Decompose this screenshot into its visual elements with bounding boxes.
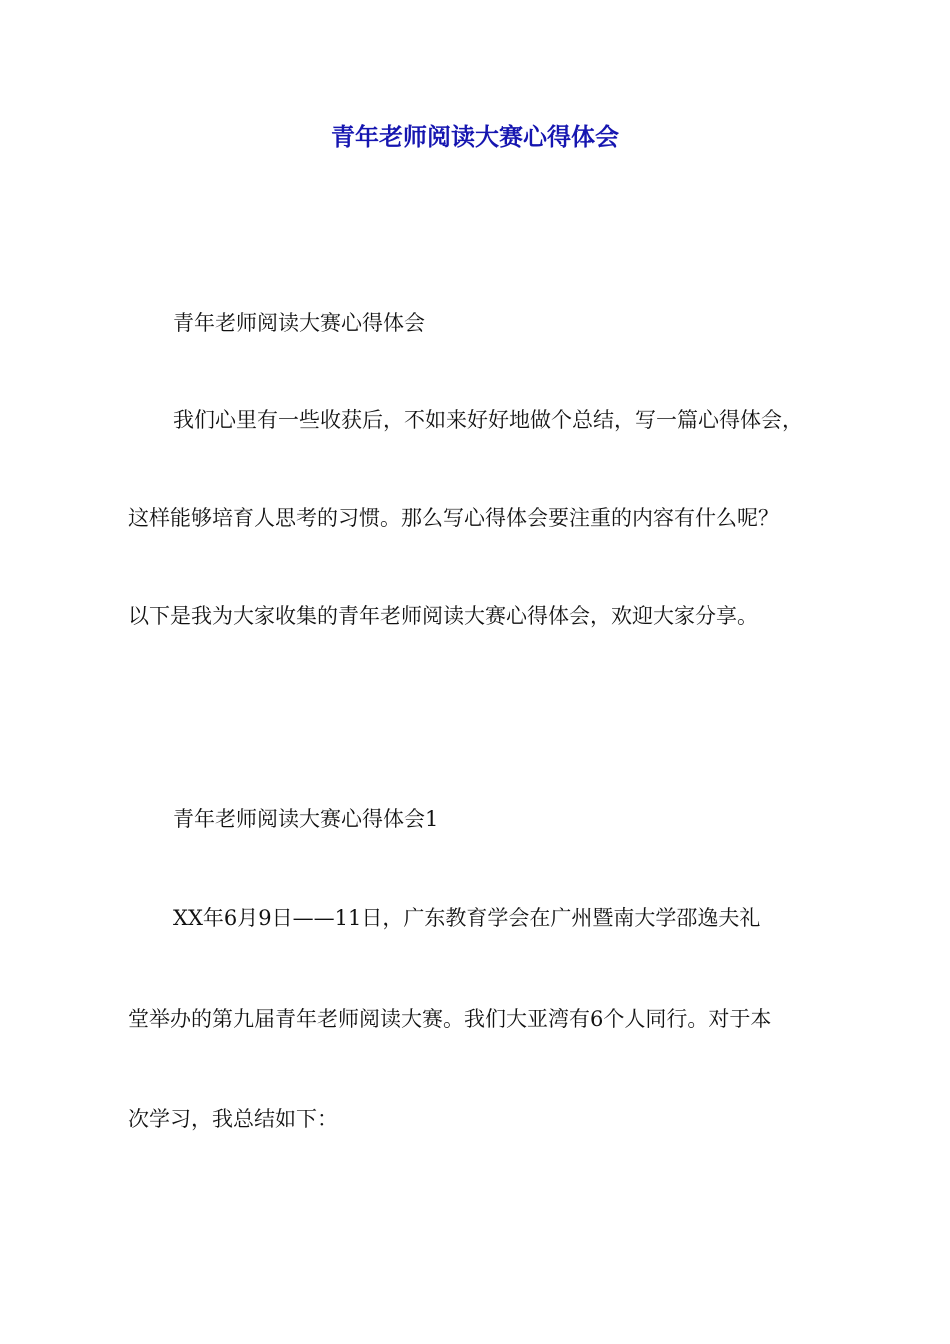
paragraph-line: 次学习，我总结如下： bbox=[128, 1107, 338, 1131]
paragraph-line: 以下是我为大家收集的青年老师阅读大赛心得体会，欢迎大家分享。 bbox=[128, 604, 758, 628]
paragraph-line: 我们心里有一些收获后，不如来好好地做个总结，写一篇心得体会， bbox=[173, 408, 803, 432]
section-heading: 青年老师阅读大赛心得体会 bbox=[173, 311, 425, 335]
section-heading: 青年老师阅读大赛心得体会1 bbox=[173, 807, 439, 831]
paragraph-line: XX年6月9日——11日，广东教育学会在广州暨南大学邵逸夫礼 bbox=[173, 906, 761, 930]
paragraph-line: 堂举办的第九届青年老师阅读大赛。我们大亚湾有6个人同行。对于本 bbox=[128, 1007, 772, 1031]
document-title: 青年老师阅读大赛心得体会 bbox=[331, 123, 619, 151]
paragraph-line: 这样能够培育人思考的习惯。那么写心得体会要注重的内容有什么呢？ bbox=[128, 506, 779, 530]
